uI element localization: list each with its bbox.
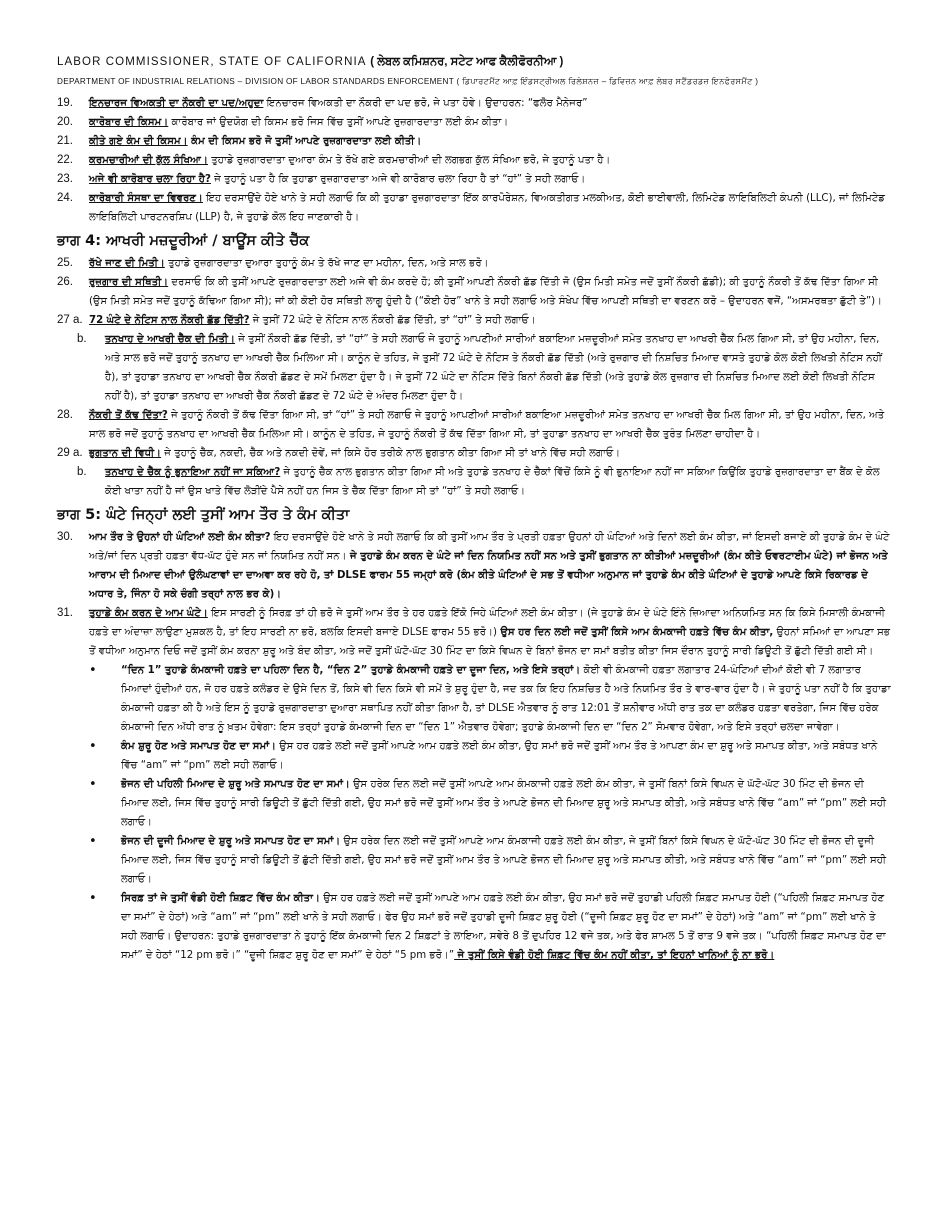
header-department-pa: ( ਡਿਪਾਰਟਮੈਂਟ ਆਫ਼ ਇੰਡਸਟ੍ਰੀਅਲ ਰਿਲੇਸ਼ਨਜ਼ – ਡਿਵਿਜ਼ਨ ਆਫ਼ ਲੇਬਰ ਸਟੈਂਡਰਡਜ਼ ਇਨਫੋਰਸਮੈਂਟ ): [456, 77, 759, 86]
item-26: 26. ਰੁਜ਼ਗਾਰ ਦੀ ਸਥਿਤੀ। ਦਰਸਾਓ ਕਿ ਕੀ ਤੁਸੀਂ ਆਪਣੇ ਰੁਜ਼ਗਾਰਦਾਤਾ ਲਈ ਅਜੇ ਵੀ ਕੰਮ ਕਰਦੇ ਹੋ; ਕੀ ਤੁਸੀਂ ਆਪਣੀ ਨੌਕਰੀ ਛੱਡ ਦਿੱਤੀ ਜੋ (ਉਸ ਮਿਤੀ ਸਮੇਤ ਜਦੋਂ ਤੁਸੀਂ ਨੌਕਰੀ ਛੱਡੀ); ਕੀ ਤੁਹਾਨੂੰ ਨੌਕਰੀ ਤੋਂ ਕੱਢ ਦਿੱਤਾ ਗਿਆ ਸੀ (ਉਸ ਮਿਤੀ ਸਮੇਤ ਜਦੋਂ ਤੁਹਾਨੂੰ ਕੱਢਿਆ ਗਿਆ ਸੀ); ਜਾਂ ਕੀ ਕੋਈ ਹੋਰ ਸਥਿਤੀ ਲਾਗੂ ਹੁੰਦੀ ਹੈ (“ਕੋਈ ਹੋਰ” ਖਾਨੇ ਤੇ ਸਹੀ ਲਗਾਓ ਅਤੇ ਸੰਖੇਪ ਵਿੱਚ ਆਪਣੀ ਸਥਿਤੀ ਦਾ ਵਰਣਨ ਕਰੋ – ਉਦਾਹਰਨ ਵਜੋਂ, “ਅਸਮਰਥਤਾ ਛੁੱਟੀ ਤੇ”)।: [57, 276, 882, 307]
item-19: 19. ਇਨਚਾਰਜ ਵਿਅਕਤੀ ਦਾ ਨੌਕਰੀ ਦਾ ਪਦ/ਅਹੁਦਾ ਇਨਚਾਰਜ ਵਿਅਕਤੀ ਦਾ ਨੌਕਰੀ ਦਾ ਪਦ ਭਰੋ, ਜੇ ਪਤਾ ਹੋਵੇ। ਉਦਾਹਰਨ: “ਫਲੋਰ ਮੈਨੇਜਰ”: [57, 97, 588, 109]
item-20: 20. ਕਾਰੋਬਾਰ ਦੀ ਕਿਸਮ। ਕਾਰੋਬਾਰ ਜਾਂ ਉਦਯੋਗ ਦੀ ਕਿਸਮ ਭਰੋ ਜਿਸ ਵਿੱਚ ਤੁਸੀਂ ਆਪਣੇ ਰੁਜ਼ਗਾਰਦਾਤਾ ਲਈ ਕੰਮ ਕੀਤਾ।: [57, 116, 509, 128]
item-29b: b. ਤਨਖਾਹ ਦੇ ਚੈੱਕ ਨੂੰ ਭੁਨਾਇਆ ਨਹੀਂ ਜਾ ਸਕਿਆ? ਜੇ ਤੁਹਾਨੂੰ ਚੈੱਕ ਨਾਲ ਭੁਗਤਾਨ ਕੀਤਾ ਗਿਆ ਸੀ ਅਤੇ ਤੁਹਾਡੇ ਤਨਖਾਹ ਦੇ ਚੈੱਕਾਂ ਵਿੱਚੋਂ ਕਿਸੇ ਨੂੰ ਵੀ ਭੁਨਾਇਆ ਨਹੀਂ ਜਾ ਸਕਿਆ ਕਿਉਂਕਿ ਤੁਹਾਡੇ ਰੁਜ਼ਗਾਰਦਾਤਾ ਦਾ ਬੈਂਕ ਦੇ ਕੋਲ ਕੋਈ ਖਾਤਾ ਨਹੀਂ ਹੈ ਜਾਂ ਉਸ ਖਾਤੇ ਵਿੱਚ ਲੋੜੀਂਦੇ ਪੈਸੇ ਨਹੀਂ ਹਨ ਜਿਸ ਤੇ ਚੈੱਕ ਦਿੱਤਾ ਗਿਆ ਸੀ ਤਾਂ “ਹਾਂ” ਤੇ ਸਹੀ ਲਗਾਓ।: [77, 466, 880, 497]
item-31: 31. ਤੁਹਾਡੇ ਕੰਮ ਕਰਨ ਦੇ ਆਮ ਘੰਟੇ। ਇਸ ਸਾਰਣੀ ਨੂੰ ਸਿਰਫ਼ ਤਾਂ ਹੀ ਭਰੋ ਜੇ ਤੁਸੀਂ ਆਮ ਤੌਰ ਤੇ ਹਰ ਹਫ਼ਤੇ ਇੱਕੋ ਜਿਹੇ ਘੰਟਿਆਂ ਲਈ ਕੰਮ ਕੀਤਾ। (ਜੇ ਤੁਹਾਡੇ ਕੰਮ ਦੇ ਘੰਟੇ ਇੰਨੇ ਜ਼ਿਆਦਾ ਅਨਿਯਮਿਤ ਸਨ ਕਿ ਕਿਸੇ ਮਿਸਾਲੀ ਕੰਮਕਾਜੀ ਹਫ਼ਤੇ ਦਾ ਅੰਦਾਜ਼ਾ ਲਾਉਣਾ ਮੁਸ਼ਕਲ ਹੈ, ਤਾਂ ਇਹ ਸਾਰਣੀ ਨਾ ਭਰੋ, ਬਲਕਿ ਇਸਦੀ ਬਜਾਏ DLSE ਫਾਰਮ 55 ਭਰੋ।) ਉਸ ਹਰ ਦਿਨ ਲਈ ਜਦੋਂ ਤੁਸੀਂ ਕਿਸੇ ਆਮ ਕੰਮਕਾਜੀ ਹਫ਼ਤੇ ਵਿੱਚ ਕੰਮ ਕੀਤਾ, ਉਹਨਾਂ ਸਮਿਆਂ ਦਾ ਆਪਣਾ ਸਭ ਤੋਂ ਵਧੀਆ ਅਨੁਮਾਨ ਦਿਓ ਜਦੋਂ ਤੁਸੀਂ ਕੰਮ ਕਰਨਾ ਸ਼ੁਰੂ ਅਤੇ ਬੰਦ ਕੀਤਾ, ਅਤੇ ਜਦੋਂ ਤੁਸੀਂ ਘੱਟੋ-ਘੱਟ 30 ਮਿੰਟ ਦਾ ਕਿਸੇ ਵਿਘਨ ਦੇ ਬਿਨਾਂ ਭੋਜਨ ਦਾ ਸਮਾਂ ਬਤੀਤ ਕੀਤਾ ਜਿਸ ਦੌਰਾਨ ਤੁਹਾਨੂੰ ਸਾਰੀ ਡਿਊਟੀ ਤੋਂ ਛੁੱਟੀ ਦਿੱਤੀ ਗਈ ਸੀ।: [57, 607, 891, 657]
item-30: 30. ਆਮ ਤੌਰ ਤੇ ਉਹਨਾਂ ਹੀ ਘੰਟਿਆਂ ਲਈ ਕੰਮ ਕੀਤਾ? ਇਹ ਦਰਸਾਉਂਦੇ ਹੋਏ ਖਾਨੇ ਤੇ ਸਹੀ ਲਗਾਓ ਕਿ ਕੀ ਤੁਸੀਂ ਆਮ ਤੌਰ ਤੇ ਪ੍ਰਤੀ ਹਫ਼ਤਾ ਉਹਨਾਂ ਹੀ ਘੰਟਿਆਂ ਅਤੇ ਦਿਨਾਂ ਲਈ ਕੰਮ ਕੀਤਾ, ਜਾਂ ਇਸਦੀ ਬਜਾਏ ਕੀ ਤੁਹਾਡੇ ਕੰਮ ਦੇ ਘੰਟੇ ਅਤੇ/ਜਾਂ ਦਿਨ ਪ੍ਰਤੀ ਹਫ਼ਤਾ ਵੱਧ-ਘੱਟ ਹੁੰਦੇ ਸਨ ਜਾਂ ਨਿਯਮਿਤ ਨਹੀਂ ਸਨ। ਜੇ ਤੁਹਾਡੇ ਕੰਮ ਕਰਨ ਦੇ ਘੰਟੇ ਜਾਂ ਦਿਨ ਨਿਯਮਿਤ ਨਹੀਂ ਸਨ ਅਤੇ ਤੁਸੀਂ ਭੁਗਤਾਨ ਨਾ ਕੀਤੀਆਂ ਮਜ਼ਦੂਰੀਆਂ (ਕੰਮ ਕੀਤੇ ਓਵਰਟਾਈਮ ਘੰਟੇ) ਜਾਂ ਭੋਜਨ ਅਤੇ ਆਰਾਮ ਦੀ ਮਿਆਦ ਦੀਆਂ ਉਲੰਘਣਾਵਾਂ ਦਾ ਦਾਅਵਾ ਕਰ ਰਹੇ ਹੋ, ਤਾਂ DLSE ਫਾਰਮ 55 ਜਮ੍ਹਾਂ ਕਰੋ (ਕੰਮ ਕੀਤੇ ਘੰਟਿਆਂ ਦੇ ਸਭ ਤੋਂ ਵਧੀਆ ਅਨੁਮਾਨ ਜਾਂ ਤੁਹਾਡੇ ਕੰਮ ਕੀਤੇ ਘੰਟਿਆਂ ਦੇ ਤੁਹਾਡੇ ਆਪਣੇ ਕਿਸੇ ਰਿਕਾਰਡ ਦੇ ਅਧਾਰ ਤੇ, ਜਿੰਨਾ ਹੋ ਸਕੇ ਚੰਗੀ ਤਰ੍ਹਾਂ ਨਾਲ ਭਰ ਕੇ)।: [57, 531, 890, 600]
item-25: 25. ਰੱਖੇ ਜਾਣ ਦੀ ਮਿਤੀ। ਤੁਹਾਡੇ ਰੁਜ਼ਗਾਰਦਾਤਾ ਦੁਆਰਾ ਤੁਹਾਨੂੰ ਕੰਮ ਤੇ ਰੱਖੇ ਜਾਣ ਦਾ ਮਹੀਨਾ, ਦਿਨ, ਅਤੇ ਸਾਲ ਭਰੋ।: [57, 257, 489, 269]
header-department: [57, 76, 892, 88]
bullet-second-meal: • ਭੋਜਨ ਦੀ ਦੂਜੀ ਮਿਆਦ ਦੇ ਸ਼ੁਰੂ ਅਤੇ ਸਮਾਪਤ ਹੋਣ ਦਾ ਸਮਾਂ। ਉਸ ਹਰੇਕ ਦਿਨ ਲਈ ਜਦੋਂ ਤੁਸੀਂ ਆਪਣੇ ਆਮ ਕੰਮਕਾਜੀ ਹਫ਼ਤੇ ਲਈ ਕੰਮ ਕੀਤਾ, ਜੇ ਤੁਸੀਂ ਬਿਨਾਂ ਕਿਸੇ ਵਿਘਨ ਦੇ ਘੱਟੋ-ਘੱਟ 30 ਮਿੰਟ ਦੀ ਭੋਜਨ ਦੀ ਦੂਜੀ ਮਿਆਦ ਲਈ, ਜਿਸ ਵਿੱਚ ਤੁਹਾਨੂੰ ਸਾਰੀ ਡਿਊਟੀ ਤੋਂ ਛੁੱਟੀ ਦਿੱਤੀ ਗਈ, ਉਹ ਸਮਾਂ ਭਰੋ ਜਦੋਂ ਤੁਸੀਂ ਆਮ ਤੌਰ ਤੇ ਆਪਣੇ ਭੋਜਨ ਦੀ ਮਿਆਦ ਸ਼ੁਰੂ ਅਤੇ ਸਮਾਪਤ ਕੀਤੀ, ਅਤੇ ਸਬੰਧਤ ਖਾਨੇ ਵਿੱਚ “am” ਜਾਂ “pm” ਲਈ ਸਹੀ ਲਗਾਓ।: [57, 832, 892, 889]
item-27a: 27 a. 72 ਘੰਟੇ ਦੇ ਨੋਟਿਸ ਨਾਲ ਨੌਕਰੀ ਛੱਡ ਦਿੱਤੀ? ਜੇ ਤੁਸੀਂ 72 ਘੰਟੇ ਦੇ ਨੋਟਿਸ ਨਾਲ ਨੌਕਰੀ ਛੱਡ ਦਿੱਤੀ, ਤਾਂ “ਹਾਂ” ਤੇ ਸਹੀ ਲਗਾਓ।: [57, 314, 536, 326]
item-27b: b. ਤਨਖਾਹ ਦੇ ਆਖਰੀ ਚੈੱਕ ਦੀ ਮਿਤੀ। ਜੇ ਤੁਸੀਂ ਨੌਕਰੀ ਛੱਡ ਦਿੱਤੀ, ਤਾਂ “ਹਾਂ” ਤੇ ਸਹੀ ਲਗਾਓ ਜੇ ਤੁਹਾਨੂੰ ਆਪਣੀਆਂ ਸਾਰੀਆਂ ਬਕਾਇਆ ਮਜ਼ਦੂਰੀਆਂ ਸਮੇਤ ਤਨਖਾਹ ਦਾ ਆਖਰੀ ਚੈੱਕ ਮਿਲ ਗਿਆ ਸੀ, ਤਾਂ ਉਹ ਮਹੀਨਾ, ਦਿਨ, ਅਤੇ ਸਾਲ ਭਰੋ ਜਦੋਂ ਤੁਹਾਨੂੰ ਤਨਖਾਹ ਦਾ ਆਖਰੀ ਚੈੱਕ ਮਿਲਿਆ ਸੀ। ਕਾਨੂੰਨ ਦੇ ਤਹਿਤ, ਜੇ ਤੁਸੀਂ 72 ਘੰਟੇ ਦੇ ਨੋਟਿਸ ਤੇ ਨੌਕਰੀ ਛੱਡ ਦਿੱਤੀ (ਅਤੇ ਰੁਜ਼ਗਾਰ ਦੀ ਨਿਸ਼ਚਿਤ ਮਿਆਦ ਵਾਸਤੇ ਤੁਹਾਡੇ ਕੋਲ ਕੋਈ ਲਿਖਤੀ ਨੋਟਿਸ ਨਹੀਂ ਹੈ), ਤਾਂ ਤੁਹਾਡਾ ਤਨਖਾਹ ਦਾ ਆਖਰੀ ਚੈੱਕ ਨੌਕਰੀ ਛੱਡਣ ਦੇ ਸਮੇਂ ਮਿਲਣਾ ਹੁੰਦਾ ਹੈ। ਜੇ ਤੁਸੀਂ 72 ਘੰਟੇ ਦਾ ਨੋਟਿਸ ਦਿੱਤੇ ਬਿਨਾਂ ਨੌਕਰੀ ਛੱਡ ਦਿੱਤੀ (ਅਤੇ ਤੁਹਾਡੇ ਕੋਲ ਰੁਜ਼ਗਾਰ ਦੀ ਨਿਸ਼ਚਿਤ ਮਿਆਦ ਲਈ ਕੋਈ ਲਿਖਤੀ ਨੋਟਿਸ ਨਹੀਂ ਹੈ), ਤਾਂ ਤੁਹਾਡਾ ਤਨਖਾਹ ਦਾ ਆਖਰੀ ਚੈੱਕ ਨੌਕਰੀ ਛੱਡਣ ਦੇ 72 ਘੰਟੇ ਦੇ ਅੰਦਰ ਮਿਲਣਾ ਹੁੰਦਾ ਹੈ।: [77, 333, 882, 402]
item-28: 28. ਨੌਕਰੀ ਤੋਂ ਕੱਢ ਦਿੱਤਾ? ਜੇ ਤੁਹਾਨੂੰ ਨੌਕਰੀ ਤੋਂ ਕੱਢ ਦਿੱਤਾ ਗਿਆ ਸੀ, ਤਾਂ “ਹਾਂ” ਤੇ ਸਹੀ ਲਗਾਓ ਜੇ ਤੁਹਾਨੂੰ ਆਪਣੀਆਂ ਸਾਰੀਆਂ ਬਕਾਇਆ ਮਜ਼ਦੂਰੀਆਂ ਸਮੇਤ ਤਨਖਾਹ ਦਾ ਆਖਰੀ ਚੈੱਕ ਮਿਲ ਗਿਆ ਸੀ, ਤਾਂ ਉਹ ਮਹੀਨਾ, ਦਿਨ, ਅਤੇ ਸਾਲ ਭਰੋ ਜਦੋਂ ਤੁਹਾਨੂੰ ਤਨਖਾਹ ਦਾ ਆਖਰੀ ਚੈੱਕ ਮਿਲਿਆ ਸੀ। ਕਾਨੂੰਨ ਦੇ ਤਹਿਤ, ਜੇ ਤੁਹਾਨੂੰ ਨੌਕਰੀ ਤੋਂ ਕੱਢ ਦਿੱਤਾ ਗਿਆ ਸੀ, ਤਾਂ ਤੁਹਾਡਾ ਤਨਖਾਹ ਦਾ ਆਖਰੀ ਚੈੱਕ ਤੁਰੰਤ ਮਿਲਣਾ ਚਾਹੀਦਾ ਹੈ।: [57, 409, 885, 440]
bullet-first-meal: • ਭੋਜਨ ਦੀ ਪਹਿਲੀ ਮਿਆਦ ਦੇ ਸ਼ੁਰੂ ਅਤੇ ਸਮਾਪਤ ਹੋਣ ਦਾ ਸਮਾਂ। ਉਸ ਹਰੇਕ ਦਿਨ ਲਈ ਜਦੋਂ ਤੁਸੀਂ ਆਪਣੇ ਆਮ ਕੰਮਕਾਜੀ ਹਫ਼ਤੇ ਲਈ ਕੰਮ ਕੀਤਾ, ਜੇ ਤੁਸੀਂ ਬਿਨਾਂ ਕਿਸੇ ਵਿਘਨ ਦੇ ਘੱਟੋ-ਘੱਟ 30 ਮਿੰਟ ਦੀ ਭੋਜਨ ਦੀ ਮਿਆਦ ਲਈ, ਜਿਸ ਵਿੱਚ ਤੁਹਾਨੂੰ ਸਾਰੀ ਡਿਊਟੀ ਤੋਂ ਛੁੱਟੀ ਦਿੱਤੀ ਗਈ, ਉਹ ਸਮਾਂ ਭਰੋ ਜਦੋਂ ਤੁਸੀਂ ਆਮ ਤੌਰ ਤੇ ਆਪਣੇ ਭੋਜਨ ਦੀ ਮਿਆਦ ਸ਼ੁਰੂ ਅਤੇ ਸਮਾਪਤ ਕੀਤੀ, ਅਤੇ ਸਬੰਧਤ ਖਾਨੇ ਵਿੱਚ “am” ਜਾਂ “pm” ਲਈ ਸਹੀ ਲਗਾਓ।: [57, 775, 892, 832]
bullet-icon: •: [89, 891, 97, 906]
section-5-title: ਭਾਗ 5: ਘੰਟੇ ਜਿਨ੍ਹਾਂ ਲਈ ਤੁਸੀਂ ਆਮ ਤੌਰ ਤੇ ਕੰਮ ਕੀਤਾ: [57, 507, 350, 523]
bullet-icon: •: [89, 663, 97, 678]
bullet-icon: •: [89, 834, 97, 849]
section-4-title: ਭਾਗ 4: ਆਖਰੀ ਮਜ਼ਦੂਰੀਆਂ / ਬਾਊਂਸ ਕੀਤੇ ਚੈੱਕ: [57, 233, 310, 249]
header-agency-pa: ( ਲੇਬਲ ਕਮਿਸ਼ਨਰ, ਸਟੇਟ ਆਫ ਕੈਲੀਫੋਰਨੀਆ ): [370, 56, 564, 68]
bullet-icon: •: [89, 739, 97, 754]
header-department-en: DEPARTMENT OF INDUSTRIAL RELATIONS – DIVISION OF LABOR STANDARDS ENFORCEMENT: [57, 77, 454, 86]
bullet-icon: •: [89, 777, 97, 792]
bullet-split-shift: • ਸਿਰਫ਼ ਤਾਂ ਜੇ ਤੁਸੀਂ ਵੰਡੀ ਹੋਈ ਸ਼ਿਫ਼ਟ ਵਿੱਚ ਕੰਮ ਕੀਤਾ। ਉਸ ਹਰ ਹਫ਼ਤੇ ਲਈ ਜਦੋਂ ਤੁਸੀਂ ਆਪਣੇ ਆਮ ਹਫ਼ਤੇ ਲਈ ਕੰਮ ਕੀਤਾ, ਉਹ ਸਮਾਂ ਭਰੋ ਜਦੋਂ ਤੁਹਾਡੀ ਪਹਿਲੀ ਸ਼ਿਫ਼ਟ ਸਮਾਪਤ ਹੋਈ (“ਪਹਿਲੀ ਸ਼ਿਫ਼ਟ ਸਮਾਪਤ ਹੋਣ ਦਾ ਸਮਾਂ” ਦੇ ਹੇਠਾਂ) ਅਤੇ “am” ਜਾਂ “pm” ਲਈ ਖਾਨੇ ਤੇ ਸਹੀ ਲਗਾਓ। ਫੇਰ ਉਹ ਸਮਾਂ ਭਰੋ ਜਦੋਂ ਤੁਹਾਡੀ ਦੂਜੀ ਸ਼ਿਫ਼ਟ ਸ਼ੁਰੂ ਹੋਈ (“ਦੂਜੀ ਸ਼ਿਫ਼ਟ ਸ਼ੁਰੂ ਹੋਣ ਦਾ ਸਮਾਂ” ਦੇ ਹੇਠਾਂ) ਅਤੇ “am” ਜਾਂ “pm” ਲਈ ਖਾਨੇ ਤੇ ਸਹੀ ਲਗਾਓ। ਉਦਾਹਰਨ: ਤੁਹਾਡੇ ਰੁਜ਼ਗਾਰਦਾਤਾ ਨੇ ਤੁਹਾਨੂੰ ਇੱਕ ਕੰਮਕਾਜੀ ਦਿਨ 2 ਸ਼ਿਫ਼ਟਾਂ ਤੇ ਲਾਇਆ, ਸਵੇਰੇ 8 ਤੋਂ ਦੁਪਹਿਰ 12 ਵਜੇ ਤਕ, ਅਤੇ ਫੇਰ ਸ਼ਾਮਲ 5 ਤੋਂ ਰਾਤ 9 ਵਜੇ ਤਕ। “ਪਹਿਲੀ ਸ਼ਿਫ਼ਟ ਸਮਾਪਤ ਹੋਣ ਦਾ ਸਮਾਂ” ਦੇ ਹੇਠਾਂ “12 pm ਭਰੋ।” “ਦੂਜੀ ਸ਼ਿਫ਼ਟ ਸ਼ੁਰੂ ਹੋਣ ਦਾ ਸਮਾਂ” ਦੇ ਹੇਠਾਂ “5 pm ਭਰੋ।” ਜੇ ਤੁਸੀਂ ਕਿਸੇ ਵੰਡੀ ਹੋਈ ਸ਼ਿਫ਼ਟ ਵਿੱਚ ਕੰਮ ਨਹੀਂ ਕੀਤਾ, ਤਾਂ ਇਹਨਾਂ ਖਾਨਿਆਂ ਨੂੰ ਨਾ ਭਰੋ।: [57, 889, 892, 965]
item-22: 22. ਕਰਮਚਾਰੀਆਂ ਦੀ ਕੁੱਲ ਸੰਖਿਆ। ਤੁਹਾਡੇ ਰੁਜ਼ਗਾਰਦਾਤਾ ਦੁਆਰਾ ਕੰਮ ਤੇ ਰੱਖੇ ਗਏ ਕਰਮਚਾਰੀਆਂ ਦੀ ਲਗਭਗ ਕੁੱਲ ਸੰਖਿਆ ਭਰੋ, ਜੇ ਤੁਹਾਨੂੰ ਪਤਾ ਹੈ।: [57, 154, 611, 166]
item-24: 24. ਕਾਰੋਬਾਰੀ ਸੰਸਥਾ ਦਾ ਵਿਵਰਣ। ਇਹ ਦਰਸਾਉਂਦੇ ਹੋਏ ਖਾਨੇ ਤੇ ਸਹੀ ਲਗਾਓ ਕਿ ਕੀ ਤੁਹਾਡਾ ਰੁਜ਼ਗਾਰਦਾਤਾ ਇੱਕ ਕਾਰਪੋਰੇਸ਼ਨ, ਵਿਅਕਤੀਗਤ ਮਲਕੀਅਤ, ਕੋਈ ਭਾਈਵਾਲੀ, ਲਿਮਿਟੇਡ ਲਾਇਬਿਲਿਟੀ ਕੰਪਨੀ (LLC), ਜਾਂ ਲਿਮਿਟੇਡ ਲਾਇਬਿਲਿਟੀ ਪਾਰਟਨਰਸ਼ਿਪ (LLP) ਹੈ, ਜੇ ਤੁਹਾਡੇ ਕੋਲ ਇਹ ਜਾਣਕਾਰੀ ਹੈ।: [57, 192, 886, 223]
bullet-work-start-end: • ਕੰਮ ਸ਼ੁਰੂ ਹੋਣ ਅਤੇ ਸਮਾਪਤ ਹੋਣ ਦਾ ਸਮਾਂ। ਉਸ ਹਰ ਹਫ਼ਤੇ ਲਈ ਜਦੋਂ ਤੁਸੀਂ ਆਪਣੇ ਆਮ ਹਫ਼ਤੇ ਲਈ ਕੰਮ ਕੀਤਾ, ਉਹ ਸਮਾਂ ਭਰੋ ਜਦੋਂ ਤੁਸੀਂ ਆਮ ਤੌਰ ਤੇ ਆਪਣਾ ਕੰਮ ਦਾ ਸ਼ੁਰੂ ਅਤੇ ਸਮਾਪਤ ਕੀਤਾ, ਅਤੇ ਸਬੰਧਤ ਖਾਨੇ ਵਿੱਚ “am” ਜਾਂ “pm” ਲਈ ਸਹੀ ਲਗਾਓ।: [57, 737, 892, 775]
item-29a: 29 a. ਭੁਗਤਾਨ ਦੀ ਵਿਧੀ। ਜੇ ਤੁਹਾਨੂੰ ਚੈੱਕ, ਨਕਦੀ, ਚੈੱਕ ਅਤੇ ਨਕਦੀ ਦੋਵੇਂ, ਜਾਂ ਕਿਸੇ ਹੋਰ ਤਰੀਕੇ ਨਾਲ ਭੁਗਤਾਨ ਕੀਤਾ ਗਿਆ ਸੀ ਤਾਂ ਖਾਨੇ ਵਿੱਚ ਸਹੀ ਲਗਾਓ।: [57, 447, 621, 459]
header-agency: [57, 54, 892, 70]
item-23: 23. ਅਜੇ ਵੀ ਕਾਰੋਬਾਰ ਚਲਾ ਰਿਹਾ ਹੈ? ਜੇ ਤੁਹਾਨੂੰ ਪਤਾ ਹੈ ਕਿ ਤੁਹਾਡਾ ਰੁਜ਼ਗਾਰਦਾਤਾ ਅਜੇ ਵੀ ਕਾਰੋਬਾਰ ਚਲਾ ਰਿਹਾ ਹੈ ਤਾਂ “ਹਾਂ” ਤੇ ਸਹੀ ਲਗਾਓ।: [57, 173, 586, 185]
bullet-day-numbering: • “ਦਿਨ 1” ਤੁਹਾਡੇ ਕੰਮਕਾਜੀ ਹਫ਼ਤੇ ਦਾ ਪਹਿਲਾ ਦਿਨ ਹੈ, “ਦਿਨ 2” ਤੁਹਾਡੇ ਕੰਮਕਾਜੀ ਹਫ਼ਤੇ ਦਾ ਦੂਜਾ ਦਿਨ, ਅਤੇ ਇਸੇ ਤਰ੍ਹਾਂ। ਕੋਈ ਵੀ ਕੰਮਕਾਜੀ ਹਫ਼ਤਾ ਲਗਾਤਾਰ 24-ਘੰਟਿਆਂ ਦੀਆਂ ਕੋਈ ਵੀ 7 ਲਗਾਤਾਰ ਮਿਆਦਾਂ ਹੁੰਦੀਆਂ ਹਨ, ਜੋ ਹਰ ਹਫ਼ਤੇ ਕਲੰਡਰ ਦੇ ਉਸੇ ਦਿਨ ਤੋਂ, ਕਿਸੇ ਵੀ ਦਿਨ ਕਿਸੇ ਵੀ ਸਮੇਂ ਤੇ ਸ਼ੁਰੂ ਹੁੰਦਾ ਹੈ, ਜਦ ਤਕ ਕਿ ਇਹ ਨਿਸ਼ਚਿਤ ਹੈ ਅਤੇ ਨਿਯਮਿਤ ਤੌਰ ਤੇ ਵਾਰ-ਵਾਰ ਹੁੰਦਾ ਹੈ। ਜੇ ਤੁਹਾਨੂੰ ਪਤਾ ਨਹੀਂ ਹੈ ਕਿ ਤੁਹਾਡਾ ਕੰਮਕਾਜੀ ਹਫ਼ਤਾ ਕੀ ਹੈ ਅਤੇ ਇਸ ਨੂੰ ਤੁਹਾਡੇ ਰੁਜ਼ਗਾਰਦਾਤਾ ਦੁਆਰਾ ਸਥਾਪਿਤ ਨਹੀਂ ਕੀਤਾ ਗਿਆ ਹੈ, ਤਾਂ DLSE ਐਤਵਾਰ ਨੂੰ ਰਾਤ 12:01 ਤੋਂ ਸ਼ਨੀਵਾਰ ਅੱਧੀ ਰਾਤ ਤਕ ਦਾ ਕਲੰਡਰ ਹਫ਼ਤਾ ਵਰਤੇਗਾ, ਜਿਸ ਵਿੱਚ ਹਰੇਕ ਕੰਮਕਾਜੀ ਦਿਨ ਅੱਧੀ ਰਾਤ ਨੂੰ ਖ਼ਤਮ ਹੋਵੇਗਾ: ਇਸ ਤਰ੍ਹਾਂ ਤੁਹਾਡੇ ਕੰਮਕਾਜੀ ਦਿਨ ਦਾ “ਦਿਨ 1” ਐਤਵਾਰ ਹੋਵੇਗਾ; ਤੁਹਾਡੇ ਕੰਮਕਾਜੀ ਦਿਨ ਦਾ “ਦਿਨ 2” ਸੋਮਵਾਰ ਹੋਵੇਗਾ, ਅਤੇ ਇਸੇ ਤਰ੍ਹਾਂ ਚਲਦਾ ਜਾਵੇਗਾ।: [57, 661, 892, 737]
item-21: 21. ਕੀਤੇ ਗਏ ਕੰਮ ਦੀ ਕਿਸਮ। ਕੰਮ ਦੀ ਕਿਸਮ ਭਰੋ ਜੋ ਤੁਸੀਂ ਆਪਣੇ ਰੁਜ਼ਗਾਰਦਾਤਾ ਲਈ ਕੀਤੀ।: [57, 135, 422, 147]
header-agency-en: LABOR COMMISSIONER, STATE OF CALIFORNIA: [57, 56, 366, 68]
